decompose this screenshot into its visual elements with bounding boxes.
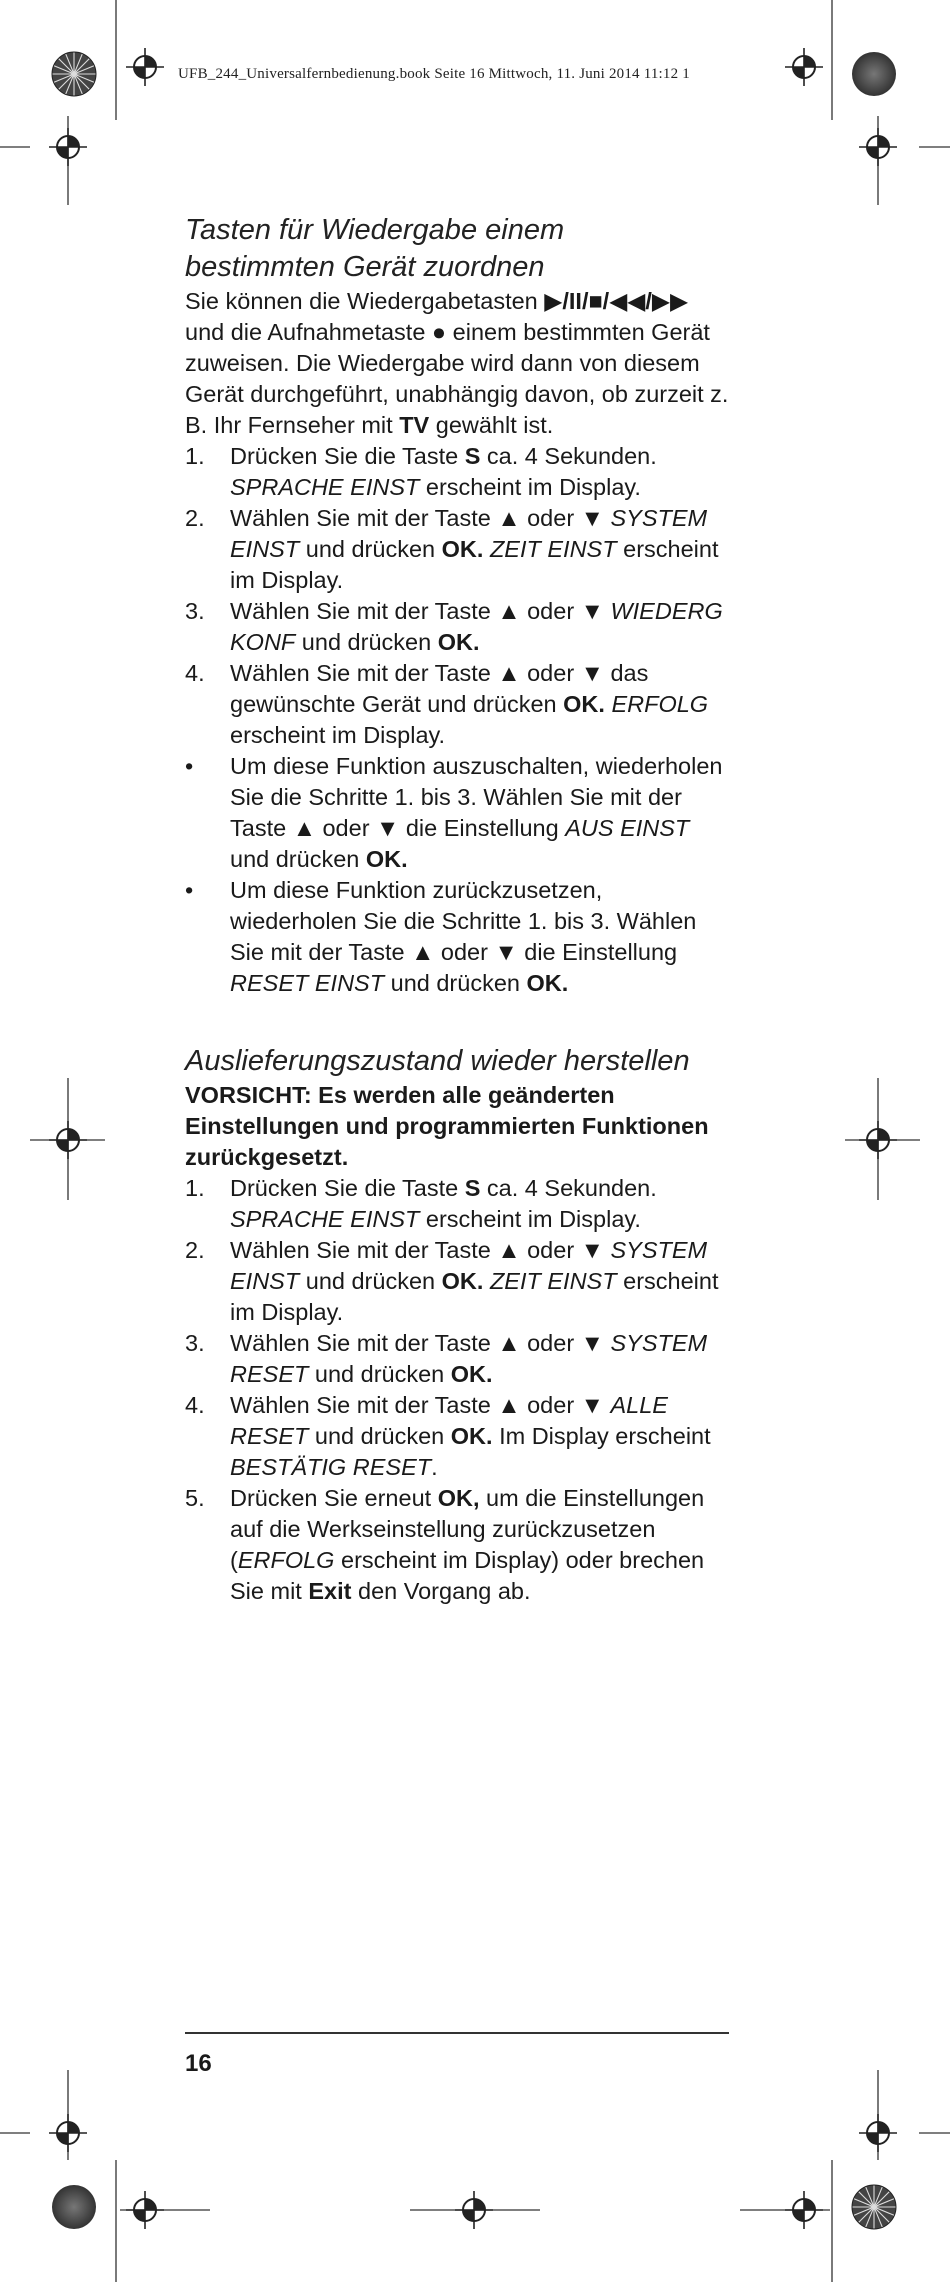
bullet-item: • Um diese Funktion auszuschalten, wiederholen Sie die Schritte 1. bis 3. Wählen Sie mit der Taste ▲ oder ▼ die Einstellung AUS EINST und drücken OK. [185,753,723,872]
step-number: 3. [185,598,205,624]
step-item: 3. Wählen Sie mit der Taste ▲ oder ▼ WIEDERG KONF und drücken OK. [185,598,723,655]
section-assign-playback [185,212,730,999]
step-number: 4. [185,660,205,686]
warning-text: VORSICHT: Es werden alle geänderten Einstellungen und programmierten Funktionen zurückgesetzt. [185,1082,709,1170]
step-item: 1. Drücken Sie die Taste S ca. 4 Sekunden. SPRACHE EINST erscheint im Display. [185,1175,657,1232]
intro-text: und die Aufnahmetaste ● einem bestimmten Gerät zuweisen. Die Wiedergabe wird dann von diesem Gerät durchgeführt, unabhängig davon, ob zurzeit z. B. Ihr Fernseher mit [185,319,729,438]
step-item: 2. Wählen Sie mit der Taste ▲ oder ▼ SYSTEM EINST und drücken OK. ZEIT EINST erscheint im Display. [185,1237,719,1325]
page-content [185,212,730,1607]
step-list [185,1173,730,1607]
intro-paragraph [185,286,730,441]
step-list [185,441,730,751]
section-title: Auslieferungszustand wieder herstellen [185,1045,690,1077]
step-number: 1. [185,443,205,469]
intro-text: Sie können die Wiedergabetasten [185,288,545,314]
step-item: 5. Drücken Sie erneut OK, um die Einstellungen auf die Werkseinstellung zurückzusetzen (ERFOLG erscheint im Display) oder brechen Sie mit Exit den Vorgang ab. [185,1485,705,1604]
step-item: 2. Wählen Sie mit der Taste ▲ oder ▼ SYSTEM EINST und drücken OK. ZEIT EINST erscheint im Display. [185,505,719,593]
step-number: 1. [185,1175,205,1201]
step-number: 4. [185,1392,205,1418]
bullet-symbol: • [185,877,194,903]
step-item: 4. Wählen Sie mit der Taste ▲ oder ▼ ALLE RESET und drücken OK. Im Display erscheint BESTÄTIG RESET. [185,1392,711,1480]
step-number: 2. [185,505,205,531]
section-title-line-1: Tasten für Wiedergabe einem [185,214,565,246]
step-number: 2. [185,1237,205,1263]
step-number: 3. [185,1330,205,1356]
step-item: 3. Wählen Sie mit der Taste ▲ oder ▼ SYSTEM RESET und drücken OK. [185,1330,708,1387]
step-item: 1. Drücken Sie die Taste S ca. 4 Sekunden. SPRACHE EINST erscheint im Display. [185,443,657,500]
section-title-line-2: bestimmten Gerät zuordnen [185,251,545,283]
bullet-list [185,751,730,999]
footer-divider [185,2032,729,2034]
playback-keys: ▶/II/■/◀◀/▶▶ [544,288,689,314]
intro-text: gewählt ist. [429,412,554,438]
tv-key: TV [399,412,430,438]
section-title [185,212,730,286]
bullet-item: • Um diese Funktion zurückzusetzen, wiederholen Sie die Schritte 1. bis 3. Wählen Sie mit der Taste ▲ oder ▼ die Einstellung RESET EINST und drücken OK. [185,877,697,996]
section-factory-reset [185,1043,730,1607]
bullet-symbol: • [185,753,194,779]
book-slug-line: UFB_244_Universalfernbedienung.book Seite 16 Mittwoch, 11. Juni 2014 11:12 1 [178,66,690,82]
page-number: 16 [185,2050,212,2077]
step-item: 4. Wählen Sie mit der Taste ▲ oder ▼ das gewünschte Gerät und drücken OK. ERFOLG erscheint im Display. [185,660,709,748]
step-number: 5. [185,1485,205,1511]
